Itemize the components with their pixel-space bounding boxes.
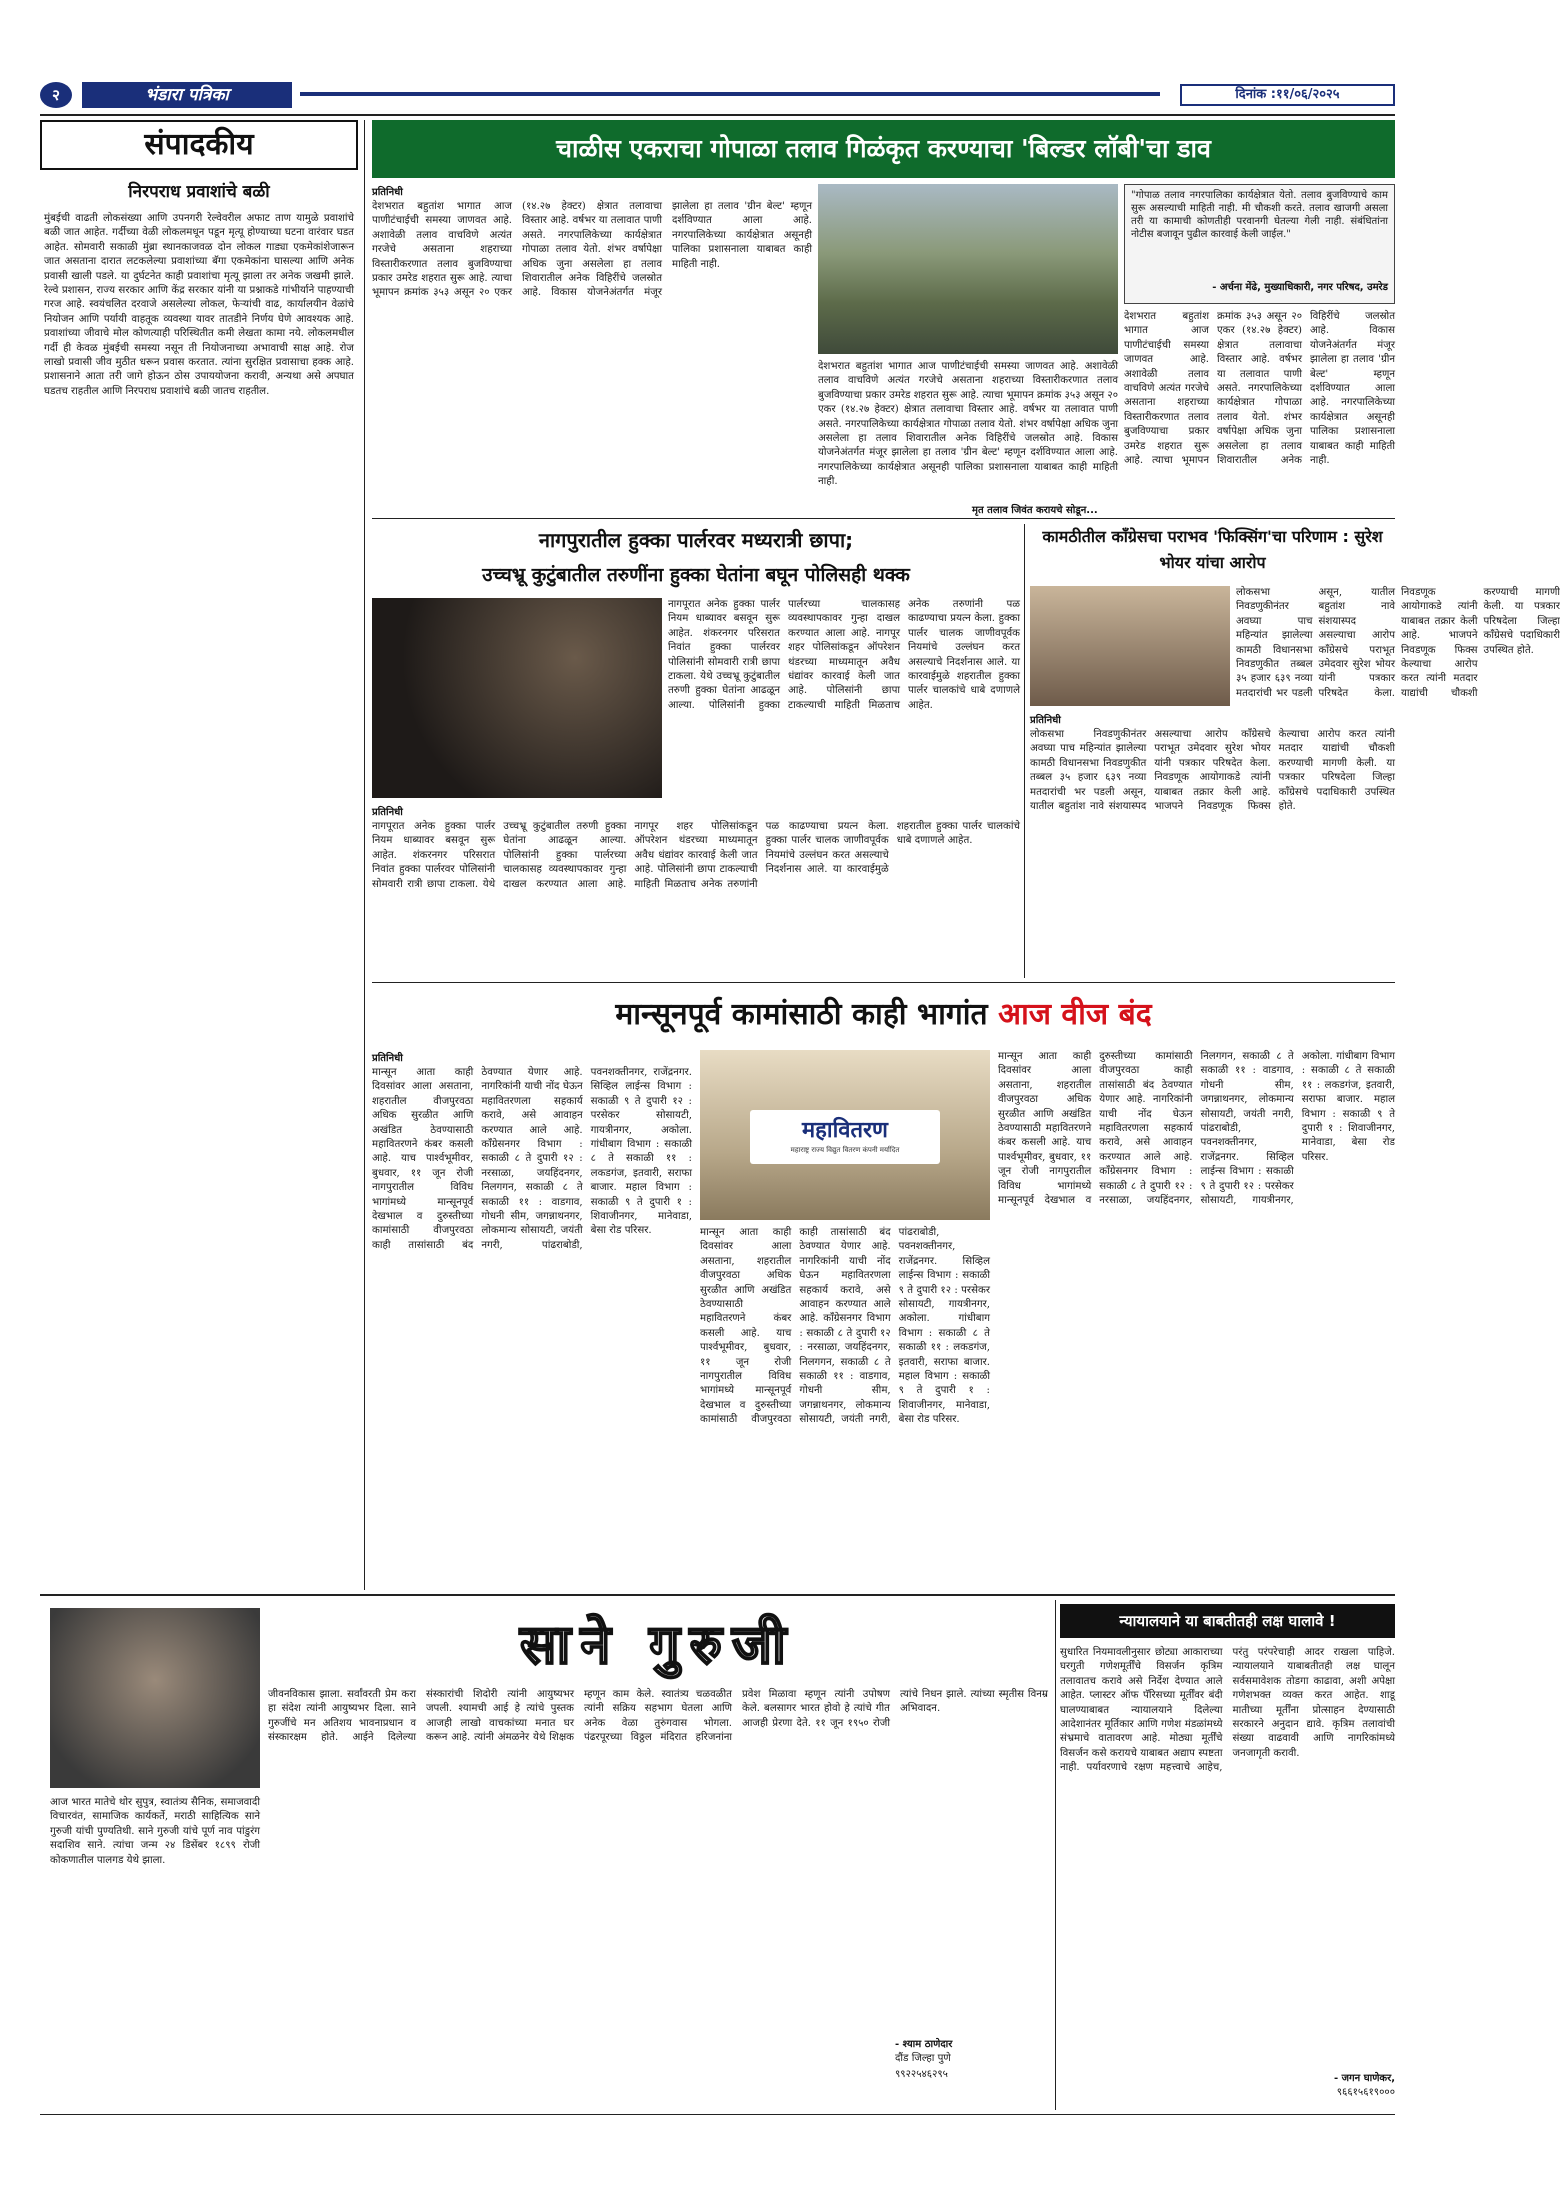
paper-name: भंडारा पत्रिका — [82, 82, 292, 108]
editorial-body: मुंबईची वाढती लोकसंख्या आणि उपनगरी रेल्वेवरील अफाट ताण यामुळे प्रवाशांचे बळी जात आहेत. गर्दीच्या वेळी लोकलमधून पडून मृत्यू होण्याच्या घटना वारंवार घडत आहेत. सोमवारी सकाळी मुंब्रा स्थानकाजवळ दोन लोकल गाड्या एकमेकांशेजारून जात असताना दारात लटकलेल्या प्रवाशांच्या बॅगा एकमेकांना घासल्या आणि अनेक प्रवासी खाली पडले. या दुर्घटनेत काही प्रवाशांचा मृत्यू झाला तर अनेक जखमी झाले. रेल्वे प्रशासन, राज्य सरकार आणि केंद्र सरकार यांनी या प्रश्नाकडे गांभीर्याने पाहण्याची गरज आहे. स्वयंचलित दरवाजे असलेल्या लोकल, फेऱ्यांची वाढ, कार्यालयीन वेळांचे नियोजन आणि पर्यायी वाहतूक व्यवस्था यावर तातडीने निर्णय घेणे आवश्यक आहे. प्रवाशांच्या जीवाचे मोल कोणत्याही परिस्थितीत कमी लेखता कामा नये. लोकलमधील गर्दी ही केवळ मुंबईची समस्या नसून ती नियोजनाच्या अभावाची साक्ष आहे. रोज लाखो प्रवासी जीव मुठीत धरून प्रवास करतात. त्यांना सुरक्षित प्रवासाचा हक्क आहे. प्रशासनाने आता तरी जागे होऊन ठोस उपाययोजना करावी, अन्यथा असे अपघात घडतच राहतील आणि निरपराध प्रवाशांचे बळी जातच राहतील. — [44, 213, 354, 397]
ganesh-headline: न्यायालयाने या बाबतीतही लक्ष घालावे ! — [1060, 1604, 1395, 1638]
ganesh-author-phone: ९६६१५६१९००० — [1336, 2087, 1395, 2098]
portrait-photo — [50, 1608, 260, 1788]
power-headline-black: मान्सूनपूर्व कामांसाठी काही भागांत — [615, 997, 988, 1032]
power-story — [372, 988, 1395, 1588]
congress-body-right: लोकसभा निवडणुकीनंतर अवघ्या पाच महिन्यांत झालेल्या कामठी विधानसभा निवडणुकीत तब्बल ३५ हजार ६३९ नव्या मतदारांची भर पडली असून, यातील बहुतांश नावे संशयास्पद असल्याचा आरोप काँग्रेसचे पराभूत उमेदवार सुरेश भोयर यांनी पत्रकार परिषदेत केला. निवडणूक आयोगाकडे त्यांनी याबाबत तक्रार केली आहे. भाजपने निवडणूक फिक्स केल्याचा आरोप करत त्यांनी मतदार याद्यांची चौकशी करण्याची मागणी केली. या पत्रकार परिषदेला जिल्हा काँग्रेसचे पदाधिकारी उपस्थित होते. — [1236, 587, 1560, 699]
ganesh-story — [1060, 1600, 1395, 2110]
sane-guruji-body: जीवनविकास झाला. सर्वांवरती प्रेम करा हा संदेश त्यांनी आयुष्यभर दिला. साने गुरुजींचे मन अतिशय भावनाप्रधान व संस्कारक्षम होते. आईने दिलेल्या संस्कारांची शिदोरी त्यांनी आयुष्यभर जपली. श्यामची आई हे त्यांचे पुस्तक आजही लाखो वाचकांच्या मनात घर करून आहे. त्यांनी अंमळनेर येथे शिक्षक म्हणून काम केले. स्वातंत्र्य चळवळीत त्यांनी सक्रिय सहभाग घेतला आणि अनेक वेळा तुरुंगवास भोगला. पंढरपूरच्या विठ्ठल मंदिरात हरिजनांना प्रवेश मिळावा म्हणून त्यांनी उपोषण केले. बलसागर भारत होवो हे त्यांचे गीत आजही प्रेरणा देते. ११ जून १९५० रोजी त्यांचे निधन झाले. त्यांच्या स्मृतीस विनम्र अभिवादन. — [268, 1689, 1048, 1744]
quote-author: - अर्चना मेंढे, मुख्याधिकारी, नगर परिषद, उमरेड — [1212, 282, 1388, 293]
power-body-right: मान्सून आता काही दिवसांवर आला असताना, शहरातील वीजपुरवठा अधिक सुरळीत आणि अखंडित ठेवण्यासाठी महावितरणने कंबर कसली आहे. याच पार्श्वभूमीवर, बुधवार, ११ जून रोजी नागपुरातील विविध भागांमध्ये मान्सूनपूर्व देखभाल व दुरुस्तीच्या कामांसाठी वीजपुरवठा काही तासांसाठी बंद ठेवण्यात येणार आहे. नागरिकांनी याची नोंद घेऊन महावितरणला सहकार्य करावे, असे आवाहन करण्यात आले आहे. काँग्रेसनगर विभाग : सकाळी ८ ते दुपारी १२ : नरसाळा, जयहिंदनगर, निलगगन, सकाळी ८ ते सकाळी ११ : वाडगाव, गोधनी सीम, जगन्नाथनगर, लोकमान्य सोसायटी, जयंती नगरी, पांढराबोडी, पवनशक्तीनगर, राजेंद्रनगर. सिव्हिल लाईन्स विभाग : सकाळी ९ ते दुपारी १२ : परसेकर सोसायटी, गायत्रीनगर, अकोला. गांधीबाग विभाग : सकाळी ८ ते सकाळी ११ : लकडगंज, इतवारी, सराफा बाजार. महाल विभाग : सकाळी ९ ते दुपारी १ : शिवाजीनगर, मानेवाडा, बेसा रोड परिसर. — [998, 1051, 1395, 1207]
page-number: २ — [40, 82, 72, 108]
power-headline-red: आज वीज बंद — [998, 997, 1152, 1032]
hookah-body: नागपूरात अनेक हुक्का पार्लर नियम धाब्यावर बसवून सुरू आहेत. शंकरनगर परिसरात निवांत हुक्का पार्लरवर पोलिसांनी सोमवारी रात्री छापा टाकला. येथे उच्चभ्रू कुटुंबातील तरुणी हुक्का घेतांना आढळून आल्या. पोलिसांनी हुक्का पार्लरच्या चालकासह व्यवस्थापकावर गुन्हा दाखल करण्यात आला आहे. नागपूर शहर पोलिसांकडून ऑपरेशन थंडरच्या माध्यमातून अवैध धंद्यांवर कारवाई केली जात आहे. पोलिसांनी छापा टाकल्याची माहिती मिळताच अनेक तरुणांनी पळ काढण्याचा प्रयत्न केला. हुक्का पार्लर चालक जाणीवपूर्वक नियमांचे उल्लंघन करत असल्याचे निदर्शनास आले. या कारवाईमुळे शहरातील हुक्का पार्लर चालकांचे धाबे दणाणले आहेत. — [372, 821, 1020, 890]
editorial-section — [40, 120, 358, 1590]
issue-date: दिनांक :११/०६/२०२५ — [1180, 84, 1395, 106]
hookah-byline: प्रतिनिधी — [372, 807, 403, 818]
press-conference-photo — [1030, 586, 1230, 706]
hookah-photo — [372, 598, 662, 798]
lead-body-right: देशभरात बहुतांश भागात आज पाणीटंचाईची समस्या जाणवत आहे. अशावेळी तलाव वाचविणे अत्यंत गरजेचे असताना शहराच्या विस्तारीकरणात तलाव बुजविण्याचा प्रकार उमरेड शहरात सुरू आहे. त्याचा भूमापन क्रमांक ३५३ असून २० एकर (१४.२७ हेक्टर) क्षेत्रात तलावाचा विस्तार आहे. वर्षभर या तलावात पाणी असते. नगरपालिकेच्या कार्यक्षेत्रात गोपाळा तलाव येतो. शंभर वर्षापेक्षा अधिक जुना असलेला हा तलाव शिवारातील अनेक विहिरींचे जलस्रोत आहे. विकास योजनेअंतर्गत मंजूर झालेला हा तलाव 'ग्रीन बेल्ट' म्हणून दर्शविण्यात आला आहे. नगरपालिकेच्या कार्यक्षेत्रात असूनही पालिका प्रशासनाला याबाबत काही माहिती नाही. — [1124, 311, 1395, 467]
lead-byline: प्रतिनिधी — [372, 187, 403, 198]
power-body-middle: मान्सून आता काही दिवसांवर आला असताना, शहरातील वीजपुरवठा अधिक सुरळीत आणि अखंडित ठेवण्यासाठी महावितरणने कंबर कसली आहे. याच पार्श्वभूमीवर, बुधवार, ११ जून रोजी नागपुरातील विविध भागांमध्ये मान्सूनपूर्व देखभाल व दुरुस्तीच्या कामांसाठी वीजपुरवठा काही तासांसाठी बंद ठेवण्यात येणार आहे. नागरिकांनी याची नोंद घेऊन महावितरणला सहकार्य करावे, असे आवाहन करण्यात आले आहे. काँग्रेसनगर विभाग : सकाळी ८ ते दुपारी १२ : नरसाळा, जयहिंदनगर, निलगगन, सकाळी ८ ते सकाळी ११ : वाडगाव, गोधनी सीम, जगन्नाथनगर, लोकमान्य सोसायटी, जयंती नगरी, पांढराबोडी, पवनशक्तीनगर, राजेंद्रनगर. सिव्हिल लाईन्स विभाग : सकाळी ९ ते दुपारी १२ : परसेकर सोसायटी, गायत्रीनगर, अकोला. गांधीबाग विभाग : सकाळी ८ ते सकाळी ११ : लकडगंज, इतवारी, सराफा बाजार. महाल विभाग : सकाळी ९ ते दुपारी १ : शिवाजीनगर, मानेवाडा, बेसा रोड परिसर. — [700, 1227, 990, 1426]
sane-guruji-headline: साने गुरुजी — [519, 1612, 796, 1676]
mahavitaran-logo-text: महावितरण — [802, 1118, 888, 1143]
editorial-label: संपादकीय — [40, 120, 358, 170]
ganesh-author: - जगन घाणेकर, — [1333, 2073, 1395, 2084]
hookah-story — [372, 524, 1020, 978]
ganesh-body: सुधारित नियमावलीनुसार छोट्या आकाराच्या घरगुती गणेशमूर्तींचे विसर्जन कृत्रिम तलावातच करावे असे निर्देश देण्यात आले आहेत. प्लास्टर ऑफ पॅरिसच्या मूर्तींवर बंदी घालण्याबाबत न्यायालयाने दिलेल्या आदेशानंतर मूर्तिकार आणि गणेश मंडळांमध्ये संभ्रमाचे वातावरण आहे. मोठ्या मूर्तींचे विसर्जन कसे करायचे याबाबत अद्याप स्पष्टता नाही. पर्यावरणाचे रक्षण महत्त्वाचे आहेच, परंतु परंपरेचाही आदर राखला पाहिजे. न्यायालयाने याबाबतीतही लक्ष घालून सर्वसमावेशक तोडगा काढावा, अशी अपेक्षा गणेशभक्त व्यक्त करत आहेत. शाडू मातीच्या मूर्तींना प्रोत्साहन देण्यासाठी सरकारने अनुदान द्यावे. कृत्रिम तलावांची संख्या वाढवावी आणि नागरिकांमध्ये जनजागृती करावी. — [1060, 1647, 1395, 1774]
mahavitaran-logo — [750, 1110, 940, 1164]
power-byline: प्रतिनिधी — [372, 1053, 403, 1064]
sane-guruji-author: - श्याम ठाणेदार — [895, 2039, 953, 2050]
masthead-bar — [300, 92, 1160, 96]
congress-headline: कामठीतील काँग्रेसचा पराभव 'फिक्सिंग'चा परिणाम : सुरेश भोयर यांचा आरोप — [1042, 527, 1383, 572]
lead-continuation: मृत तलाव जिवंत करायचे सोडून... — [972, 505, 1098, 516]
masthead — [40, 82, 1395, 108]
congress-byline: प्रतिनिधी — [1030, 715, 1061, 726]
sane-guruji-intro: आज भारत मातेचे थोर सुपुत्र, स्वातंत्र्य सैनिक, समाजवादी विचारवंत, सामाजिक कार्यकर्ते, मराठी साहित्यिक साने गुरुजी यांची पुण्यतिथी. साने गुरुजी यांचे पूर्ण नाव पांडुरंग सदाशिव साने. त्यांचा जन्म २४ डिसेंबर १८९९ रोजी कोकणातील पालगड येथे झाला. — [50, 1797, 260, 1866]
sane-guruji-story — [40, 1600, 1050, 2110]
pylon-photo — [700, 1050, 990, 1220]
lead-headline-banner: चाळीस एकराचा गोपाळा तलाव गिळंकृत करण्याचा 'बिल्डर लॉबी'चा डाव — [372, 120, 1395, 178]
lead-body: देशभरात बहुतांश भागात आज पाणीटंचाईची समस्या जाणवत आहे. अशावेळी तलाव वाचविणे अत्यंत गरजेचे असताना शहराच्या विस्तारीकरणात तलाव बुजविण्याचा प्रकार उमरेड शहरात सुरू आहे. त्याचा भूमापन क्रमांक ३५३ असून २० एकर (१४.२७ हेक्टर) क्षेत्रात तलावाचा विस्तार आहे. वर्षभर या तलावात पाणी असते. नगरपालिकेच्या कार्यक्षेत्रात गोपाळा तलाव येतो. शंभर वर्षापेक्षा अधिक जुना असलेला हा तलाव शिवारातील अनेक विहिरींचे जलस्रोत आहे. विकास योजनेअंतर्गत मंजूर झालेला हा तलाव 'ग्रीन बेल्ट' म्हणून दर्शविण्यात आला आहे. नगरपालिकेच्या कार्यक्षेत्रात असूनही पालिका प्रशासनाला याबाबत काही माहिती नाही. — [372, 201, 812, 299]
hookah-headline-1: नागपुरातील हुक्का पार्लरवर मध्यरात्री छापा; — [538, 528, 854, 552]
congress-story — [1030, 524, 1560, 978]
mahavitaran-tagline: महाराष्ट्र राज्य विद्युत वितरण कंपनी मर्यादित — [790, 1146, 900, 1154]
hookah-headline-2: उच्चभ्रू कुटुंबातील तरुणींना हुक्का घेतांना बघून पोलिसही थक्क — [482, 564, 910, 586]
quote-text: "गोपाळ तलाव नगरपालिका कार्यक्षेत्रात येतो. तलाव बुजविण्याचे काम सुरू असल्याची माहिती नाही. मी चौकशी करते. तलाव खाजगी असला तरी या कामाची कोणतीही परवानगी घेतल्या गेली नाही. संबंधितांना नोटीस बजावून पुढील कारवाई केली जाईल." — [1131, 190, 1388, 240]
lead-body-part: देशभरात बहुतांश भागात आज पाणीटंचाईची समस्या जाणवत आहे. अशावेळी तलाव वाचविणे अत्यंत गरजेचे असताना शहराच्या विस्तारीकरणात तलाव बुजविण्याचा प्रकार उमरेड शहरात सुरू आहे. त्याचा भूमापन क्रमांक ३५३ असून २० एकर (१४.२७ हेक्टर) क्षेत्रात तलावाचा विस्तार आहे. वर्षभर या तलावात पाणी असते. नगरपालिकेच्या कार्यक्षेत्रात गोपाळा तलाव येतो. शंभर वर्षापेक्षा अधिक जुना असलेला हा तलाव शिवारातील अनेक विहिरींचे जलस्रोत आहे. विकास योजनेअंतर्गत मंजूर झालेला हा तलाव 'ग्रीन बेल्ट' म्हणून दर्शविण्यात आला आहे. नगरपालिकेच्या कार्यक्षेत्रात असूनही पालिका प्रशासनाला याबाबत काही माहिती नाही. — [818, 361, 1118, 488]
lake-photo — [818, 184, 1118, 354]
power-body-left: मान्सून आता काही दिवसांवर आला असताना, शहरातील वीजपुरवठा अधिक सुरळीत आणि अखंडित ठेवण्यासाठी महावितरणने कंबर कसली आहे. याच पार्श्वभूमीवर, बुधवार, ११ जून रोजी नागपुरातील विविध भागांमध्ये मान्सूनपूर्व देखभाल व दुरुस्तीच्या कामांसाठी वीजपुरवठा काही तासांसाठी बंद ठेवण्यात येणार आहे. नागरिकांनी याची नोंद घेऊन महावितरणला सहकार्य करावे, असे आवाहन करण्यात आले आहे. काँग्रेसनगर विभाग : सकाळी ८ ते दुपारी १२ : नरसाळा, जयहिंदनगर, निलगगन, सकाळी ८ ते सकाळी ११ : वाडगाव, गोधनी सीम, जगन्नाथनगर, लोकमान्य सोसायटी, जयंती नगरी, पांढराबोडी, पवनशक्तीनगर, राजेंद्रनगर. सिव्हिल लाईन्स विभाग : सकाळी ९ ते दुपारी १२ : परसेकर सोसायटी, गायत्रीनगर, अकोला. गांधीबाग विभाग : सकाळी ८ ते सकाळी ११ : लकडगंज, इतवारी, सराफा बाजार. महाल विभाग : सकाळी ९ ते दुपारी १ : शिवाजीनगर, मानेवाडा, बेसा रोड परिसर. — [372, 1067, 692, 1251]
sane-guruji-author-phone: ९९२२५४६२९५ — [895, 2069, 948, 2080]
lead-story — [372, 184, 1395, 514]
power-headline — [372, 988, 1395, 1042]
lead-body-continued — [818, 360, 1118, 500]
hookah-body-top: नागपूरात अनेक हुक्का पार्लर नियम धाब्यावर बसवून सुरू आहेत. शंकरनगर परिसरात निवांत हुक्का पार्लरवर पोलिसांनी सोमवारी रात्री छापा टाकला. येथे उच्चभ्रू कुटुंबातील तरुणी हुक्का घेतांना आढळून आल्या. पोलिसांनी हुक्का पार्लरच्या चालकासह व्यवस्थापकावर गुन्हा दाखल करण्यात आला आहे. नागपूर शहर पोलिसांकडून ऑपरेशन थंडरच्या माध्यमातून अवैध धंद्यांवर कारवाई केली जात आहे. पोलिसांनी छापा टाकल्याची माहिती मिळताच अनेक तरुणांनी पळ काढण्याचा प्रयत्न केला. हुक्का पार्लर चालक जाणीवपूर्वक नियमांचे उल्लंघन करत असल्याचे निदर्शनास आले. या कारवाईमुळे शहरातील हुक्का पार्लर चालकांचे धाबे दणाणले आहेत. — [668, 599, 1020, 711]
congress-body: लोकसभा निवडणुकीनंतर अवघ्या पाच महिन्यांत झालेल्या कामठी विधानसभा निवडणुकीत तब्बल ३५ हजार ६३९ नव्या मतदारांची भर पडली असून, यातील बहुतांश नावे संशयास्पद असल्याचा आरोप काँग्रेसचे पराभूत उमेदवार सुरेश भोयर यांनी पत्रकार परिषदेत केला. निवडणूक आयोगाकडे त्यांनी याबाबत तक्रार केली आहे. भाजपने निवडणूक फिक्स केल्याचा आरोप करत त्यांनी मतदार याद्यांची चौकशी करण्याची मागणी केली. या पत्रकार परिषदेला जिल्हा काँग्रेसचे पदाधिकारी उपस्थित होते. — [1030, 729, 1395, 813]
quote-box — [1124, 184, 1395, 304]
editorial-title: निरपराध प्रवाशांचे बळी — [128, 182, 270, 202]
sane-guruji-author-place: दौंड जिल्हा पुणे — [895, 2053, 951, 2064]
